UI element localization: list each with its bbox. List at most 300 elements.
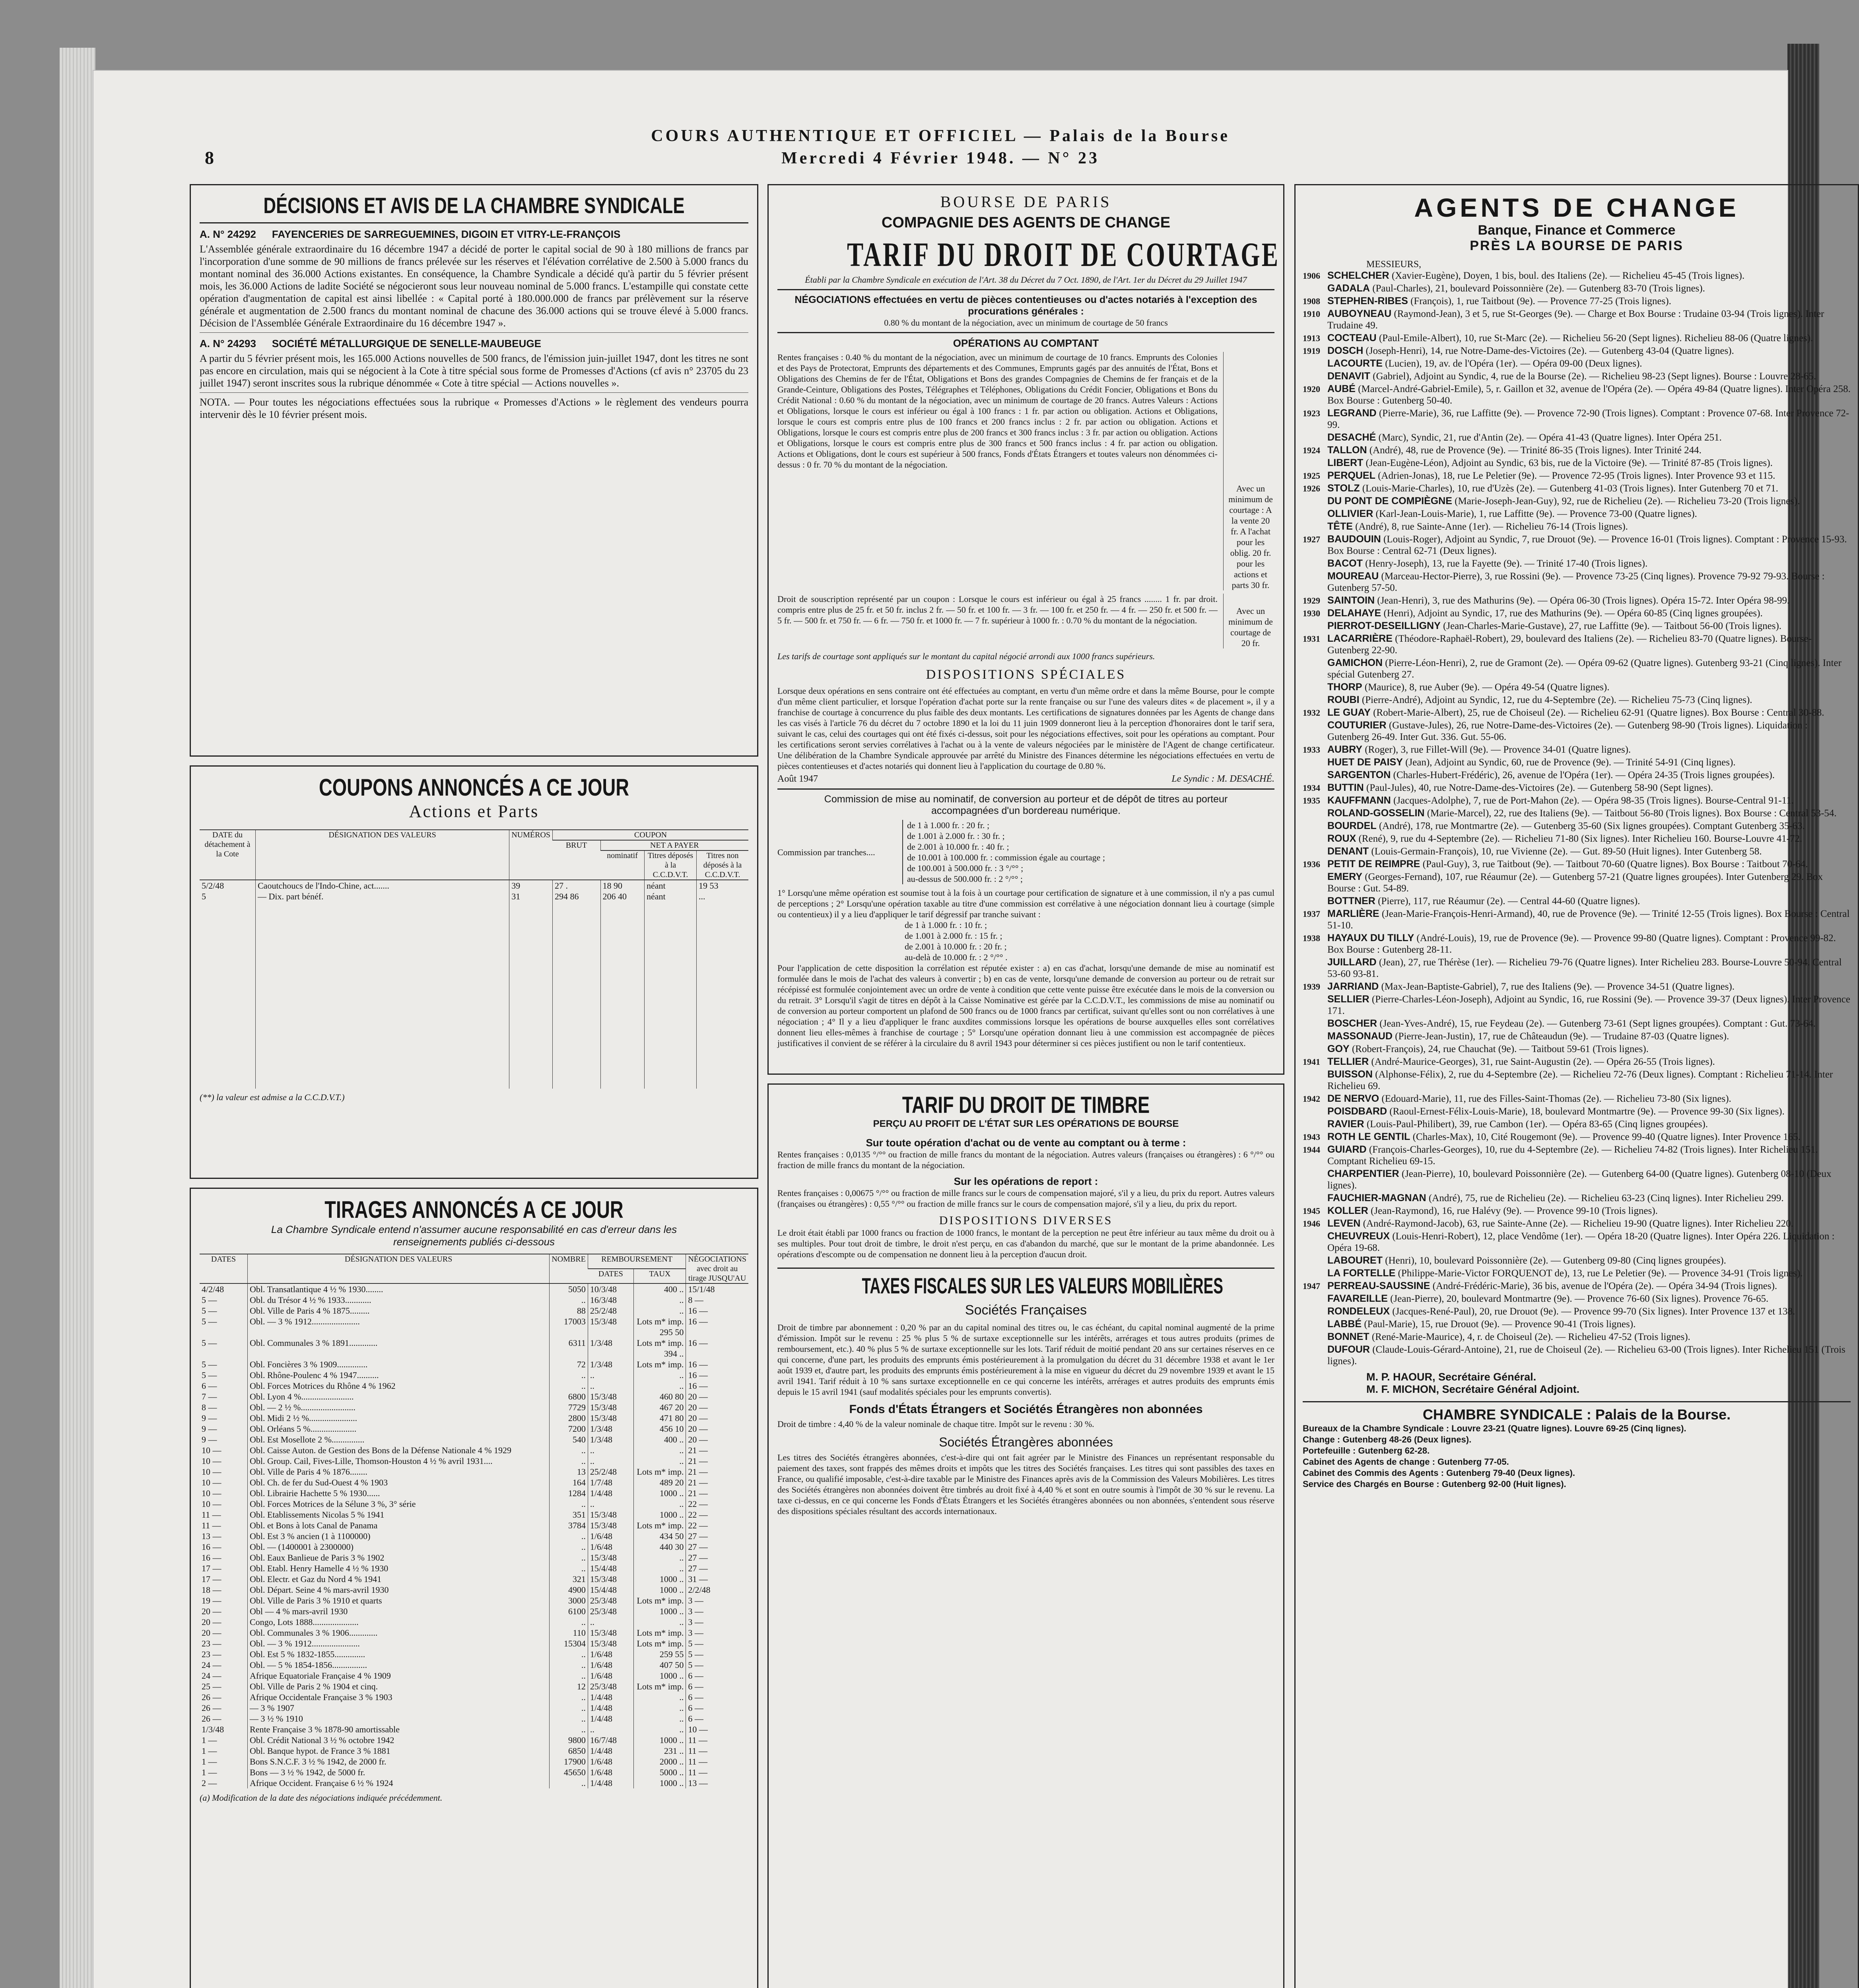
cell: Obl. Ch. de fer du Sud-Ouest 4 % 1903: [248, 1477, 550, 1488]
dispositions-signature: Le Syndic : M. DESACHÉ.: [1171, 774, 1274, 784]
table-row: [200, 1456, 748, 1466]
cell: ..: [588, 1370, 634, 1380]
agent-entry: [1303, 871, 1851, 894]
agent-address: (Jean-Raymond), 16, rue Halévy (9e). — Provence 99-10 (Trois lignes).: [1368, 1206, 1658, 1216]
cell: ..: [550, 1541, 588, 1552]
agent-details: [1327, 608, 1851, 619]
agent-name: CHARPENTIER: [1327, 1168, 1399, 1179]
coupon-rights-text: Droit de souscription représenté par un coupon : Lorsque le cours est inférieur ou égal à 25 francs ........ 1 fr. par droit. compris entre plus de 25 fr. et 50 fr. inclus 2 fr. — 50 fr. et 100 fr. — 3 fr. — 100 fr. et 250 fr. — 4 fr. — 250 fr. et 500 fr. — 5 fr. — 500 fr. et 750 fr. — 6 fr. — 750 fr. et 1000 fr. — 7 fr. supérieur à 1000 fr. : 0.70 % du montant de la négociation.: [777, 594, 1218, 625]
contentieuses-rate: 0.80 % du montant de la négociation, avec un minimum de courtage de 50 francs: [884, 318, 1168, 328]
agent-details: [1327, 633, 1851, 656]
cell: 3000: [550, 1595, 588, 1606]
ops-title: OPÉRATIONS AU COMPTANT: [953, 337, 1099, 349]
agent-year: [1303, 1268, 1327, 1279]
agent-details: [1327, 757, 1851, 768]
agent-name: BACOT: [1327, 558, 1363, 569]
cell: 8 —: [202, 1402, 217, 1412]
agent-details: [1327, 483, 1851, 494]
col-coupon: COUPON: [553, 830, 749, 840]
cell: Obl. — (1400001 à 2300000): [248, 1541, 550, 1552]
tirages-box: [190, 1188, 758, 1988]
cell: 20 —: [686, 1391, 748, 1402]
agent-entry: [1303, 558, 1851, 569]
agent-entry: [1303, 521, 1851, 532]
agent-name: SARGENTON: [1327, 769, 1391, 780]
col-deposes: Titres déposés à la C.C.D.V.T.: [645, 850, 697, 880]
masthead-date: Mercredi 4 Février 1948. — N° 23: [781, 149, 1100, 167]
chambre-line: Portefeuille : Gutenberg 62-28.: [1303, 1446, 1430, 1456]
cell: 15/3/48: [588, 1520, 634, 1531]
agent-entry: [1303, 432, 1851, 443]
cell: Afrique Equatoriale Française 4 % 1909: [248, 1670, 550, 1681]
agent-name: PERQUEL: [1327, 470, 1375, 481]
cell: 6 —: [686, 1692, 748, 1703]
agent-address: (Marceau-Hector-Pierre), 3, rue Rossini (9e). — Provence 73-25 (Cinq lignes). Provence 79-92 79-93. Bourse : Gutenberg 57-50.: [1327, 571, 1825, 593]
cell: 9 —: [202, 1424, 217, 1434]
cell: ..: [550, 1370, 588, 1380]
cell: 6800: [550, 1391, 588, 1402]
agent-name: MASSONAUD: [1327, 1031, 1393, 1042]
agent-entry: [1303, 571, 1851, 594]
tranche-line: au-dessus de 500.000 fr. : 2 °/°° ;: [907, 874, 1023, 884]
agent-address: (Robert-François), 24, rue Chauchat (9e). — Taitbout 59-61 (Trois lignes).: [1349, 1044, 1649, 1054]
taxes-ab-title: Sociétés Étrangères abonnées: [939, 1435, 1113, 1449]
cell: 11 —: [202, 1510, 221, 1520]
agent-details: [1327, 858, 1851, 870]
cell: néant: [645, 891, 697, 902]
agent-entry: [1303, 633, 1851, 656]
cell: 1 —: [202, 1767, 217, 1777]
agent-year: [1303, 495, 1327, 507]
cell: 456 10: [634, 1423, 686, 1434]
agent-name: ROLAND-GOSSELIN: [1327, 808, 1425, 819]
tranche-line: de 2.001 à 10.000 fr. : 40 fr. ;: [907, 842, 1009, 852]
coupon-rights-side: Avec un minimum de courtage de 20 fr.: [1223, 594, 1274, 648]
cell: 16 —: [686, 1316, 748, 1338]
agent-address: (Claude-Louis-Gérard-Antoine), 21, rue de Choiseul (2e). — Richelieu 63-00 (Trois lignes). Inter Richelieu 151 (Trois lignes).: [1327, 1344, 1845, 1367]
coupons-subtitle: Actions et Parts: [409, 802, 539, 821]
table-row: [200, 1670, 748, 1681]
tranche-line: de 1.001 à 2.000 fr. : 15 fr. ;: [905, 931, 1002, 941]
cell: 21 —: [686, 1477, 748, 1488]
cell: 24 —: [202, 1660, 221, 1670]
cell: 2000 ..: [634, 1756, 686, 1767]
agent-name: DU PONT DE COMPIÈGNE: [1327, 495, 1452, 507]
cell: 23 —: [202, 1649, 221, 1659]
taxes-etr-title: Fonds d'États Étrangers et Sociétés Étrangères non abonnées: [849, 1403, 1203, 1416]
agent-entry: [1303, 908, 1851, 931]
agent-entry: [1303, 457, 1851, 469]
cell: 15/3/48: [588, 1552, 634, 1563]
cell: ..: [588, 1724, 634, 1735]
agent-year: [1303, 1192, 1327, 1204]
cell: Obl. Forces Motrices du Rhône 4 % 1962: [248, 1380, 550, 1391]
agent-entry: [1303, 895, 1851, 907]
cell: 10 —: [202, 1445, 221, 1455]
agent-year: 1929: [1303, 596, 1320, 606]
agent-name: THORP: [1327, 681, 1362, 693]
cell: 22 —: [686, 1520, 748, 1531]
agent-address: (Roger), 3, rue Fillet-Will (9e). — Provence 34-01 (Quatre lignes).: [1362, 744, 1631, 755]
chambre-line: Cabinet des Agents de change : Gutenberg 77-05.: [1303, 1457, 1509, 1467]
cell: 10 —: [202, 1456, 221, 1466]
agent-year: 1936: [1303, 859, 1320, 869]
cell: 12: [550, 1681, 588, 1692]
left-column: [190, 184, 758, 1988]
chambre-line: Change : Gutenberg 48-26 (Deux lignes).: [1303, 1435, 1472, 1444]
agent-address: (Raoul-Ernest-Félix-Louis-Marie), 18, boulevard Montmartre (9e). — Provence 99-30 (Six lignes).: [1387, 1106, 1785, 1117]
cell: Obl. Caisse Auton. de Gestion des Bons de la Défense Nationale 4 % 1929: [248, 1445, 550, 1456]
cell: 15304: [550, 1638, 588, 1649]
table-row: [200, 1617, 748, 1627]
agent-name: AUBRY: [1327, 744, 1362, 755]
agent-year: [1303, 432, 1327, 443]
cell: Obl. — 3 % 1912......................: [248, 1316, 550, 1338]
fiscal-box: [767, 1083, 1284, 1988]
dispositions-date: Août 1947: [777, 774, 818, 784]
agent-name: CHEUVREUX: [1327, 1231, 1390, 1242]
agent-details: [1327, 720, 1851, 743]
agent-details: [1327, 1344, 1851, 1367]
agent-year: [1303, 371, 1327, 382]
timbre-s3: DISPOSITIONS DIVERSES: [939, 1214, 1113, 1227]
coupons-table: [200, 829, 748, 1089]
cell: 321: [550, 1574, 588, 1584]
agent-year: [1303, 957, 1327, 980]
agent-entry: [1303, 1231, 1851, 1254]
agent-year: 1941: [1303, 1057, 1320, 1067]
decision-1-head: [200, 228, 748, 241]
cell: 1000 ..: [634, 1574, 686, 1584]
agent-year: [1303, 1255, 1327, 1266]
agent-name: SAINTOIN: [1327, 595, 1375, 606]
agent-details: [1327, 595, 1851, 606]
cell: 17 —: [202, 1563, 221, 1573]
agent-entry: [1303, 1205, 1851, 1217]
agent-details: [1327, 1106, 1851, 1117]
cell: 6 —: [686, 1681, 748, 1692]
cell: 21 —: [686, 1445, 748, 1456]
cell: 1/4/48: [588, 1778, 634, 1788]
cell: ..: [550, 1499, 588, 1509]
cell: 8 —: [686, 1295, 748, 1305]
cell: 231 ..: [634, 1745, 686, 1756]
agent-details: [1327, 1331, 1851, 1343]
cell: Caoutchoucs de l'Indo-Chine, act.......: [256, 880, 509, 891]
agent-name: DENAVIT: [1327, 371, 1370, 382]
agent-address: (Théodore-Raphaël-Robert), 29, boulevard des Italiens (2e). — Richelieu 83-70 (Quatre lignes). Bourse-Gutenberg 22-90.: [1327, 633, 1812, 656]
col-designation: DÉSIGNATION DES VALEURS: [248, 1254, 550, 1283]
agent-entry: [1303, 757, 1851, 768]
cell: ..: [634, 1713, 686, 1724]
agent-details: [1327, 1168, 1851, 1191]
cell: 9 —: [202, 1413, 217, 1423]
cell: 164: [550, 1477, 588, 1488]
timbre-s1: Sur toute opération d'achat ou de vente au comptant ou à terme :: [866, 1137, 1186, 1149]
cell: ..: [634, 1370, 686, 1380]
cell: Obl. Etablissements Nicolas 5 % 1941: [248, 1509, 550, 1520]
agent-address: (François-Charles-Georges), 10, rue du 4-Septembre (2e). — Richelieu 74-82 (Trois lignes). Inter Richelieu 151. Comptant Richelieu 69-15.: [1327, 1144, 1818, 1167]
agent-entry: [1303, 1318, 1851, 1330]
agent-entry: [1303, 782, 1851, 794]
cell: 21 —: [686, 1488, 748, 1499]
cell: Obl. Transatlantique 4 ½ % 1930........: [248, 1283, 550, 1295]
agents-officer-1: M. P. HAOUR, Secrétaire Général.: [1366, 1371, 1537, 1383]
agent-address: (Jean-Eugène-Léon), Adjoint au Syndic, 63 bis, rue de la Victoire (9e). — Trinité 87-85 (Trois lignes).: [1363, 458, 1773, 468]
agent-details: [1327, 895, 1851, 907]
cell: ..: [634, 1499, 686, 1509]
cell: 1/4/48: [588, 1745, 634, 1756]
table-row: [200, 1724, 748, 1735]
table-row: [200, 1713, 748, 1724]
agent-year: 1926: [1303, 483, 1320, 493]
col-rb-dates: DATES: [588, 1269, 634, 1283]
agent-address: (Gustave-Jules), 26, rue Notre-Dame-des-Victoires (2e). — Gutenberg 98-90 (Trois lignes). Liquidation : Gutenberg 26-49. Inter Gut. 336. Gut. 55-06.: [1327, 720, 1808, 742]
agent-details: [1327, 383, 1851, 406]
agent-entry: [1303, 383, 1851, 406]
agent-details: [1327, 908, 1851, 931]
agent-address: (Charles-Hubert-Frédéric), 26, avenue de l'Opéra (1er). — Opéra 24-35 (Trois lignes groupées).: [1391, 770, 1775, 780]
table-row: [200, 1402, 748, 1413]
agent-details: [1327, 957, 1851, 980]
cell: ..: [634, 1305, 686, 1316]
agent-entry: [1303, 1280, 1851, 1292]
cell: 110: [550, 1627, 588, 1638]
agent-entry: [1303, 1131, 1851, 1143]
agent-entry: [1303, 657, 1851, 680]
agent-name: STEPHEN-RIBES: [1327, 295, 1408, 307]
cell: 3 —: [686, 1595, 748, 1606]
agent-name: AUBOYNEAU: [1327, 308, 1392, 319]
cell: 17 —: [202, 1574, 221, 1584]
cell: ..: [550, 1617, 588, 1627]
cell: 7 —: [202, 1392, 217, 1402]
agent-entry: [1303, 994, 1851, 1017]
cell: ..: [588, 1499, 634, 1509]
cell: 1000 ..: [634, 1488, 686, 1499]
agent-name: RONDELEUX: [1327, 1306, 1390, 1317]
agent-details: [1327, 1031, 1851, 1042]
cell: 11 —: [202, 1520, 221, 1530]
agent-details: [1327, 1318, 1851, 1330]
agent-name: LA FORTELLE: [1327, 1268, 1396, 1279]
cell: 16 —: [202, 1542, 221, 1552]
cell: 400 ..: [634, 1283, 686, 1295]
agent-year: 1935: [1303, 796, 1320, 806]
cell: 22 —: [686, 1499, 748, 1509]
cell: Obl. Ville de Paris 4 % 1876........: [248, 1466, 550, 1477]
col-date: DATE du détachement à la Cote: [200, 830, 256, 880]
agent-year: 1932: [1303, 708, 1320, 718]
agent-details: [1327, 332, 1851, 344]
agent-year: [1303, 720, 1327, 743]
agent-entry: [1303, 1069, 1851, 1092]
agent-details: [1327, 457, 1851, 469]
agent-details: [1327, 833, 1851, 845]
cell: 1/3/48: [588, 1359, 634, 1370]
cell: 6 —: [686, 1703, 748, 1713]
cell: Bons S.N.C.F. 3 ½ % 1942, de 2000 fr.: [248, 1756, 550, 1767]
cell: 3 —: [686, 1627, 748, 1638]
cell: 18 —: [202, 1585, 221, 1595]
cell: 5 —: [686, 1660, 748, 1670]
dispositions-title: DISPOSITIONS SPÉCIALES: [926, 667, 1126, 682]
commission-text2: Pour l'application de cette disposition la corrélation est réputée exister : a) en cas d'achat, lorsqu'une demande de mise au nominatif est formulée dans le mois de l'achat des valeurs à convertir ; b) en cas de vente, lorsqu'une demande de conversion au porteur ou de retrait sur récépissé est formulée conjointement avec un ordre de vente à condition que cette vente puisse être exécutée dans le mois de la conversion ou du retrait. 3° Lorsqu'il s'agit de titres en dépôt à la Caisse Nominative est gérée par la C.C.D.V.T., les commissions de mise au nominatif ou de conversion au porteur comportent un plafond de 500 francs ou de 1000 francs par certificat, suivant qu'elles sont ou non corrélatives à une négociation ; 4° Il y a lieu d'appliquer le franc auxdites commissions lorsque les opérations de bourse auxquelles elles sont corrélatives donnent lieu elles-mêmes à franchise de courtage ; 5° Lorsqu'une opération donnant lieu à une commission est accompagnée de pièces justificatives il convient de se référer à la circulaire du 8 avril 1943 pour déterminer si ces pièces justifient ou non le tarif contentieux.: [777, 963, 1274, 1048]
agent-year: [1303, 1344, 1327, 1367]
table-row: [200, 1541, 748, 1552]
cell: Obl. — 2 ½ %.........................: [248, 1402, 550, 1413]
agent-address: (Jean-Yves-André), 15, rue Feydeau (2e). — Gutenberg 73-61 (Sept lignes groupées). Comptant : Gut. 73-64.: [1377, 1018, 1816, 1029]
cell: 9800: [550, 1735, 588, 1745]
cell: 16 —: [686, 1370, 748, 1380]
cell: ..: [550, 1713, 588, 1724]
col-remboursement: REMBOURSEMENT: [588, 1254, 686, 1269]
taxes-etr-text: Droit de timbre : 4,40 % de la valeur nominale de chaque titre. Impôt sur le revenu : 30 %.: [777, 1419, 1094, 1429]
agent-address: (Pierre-Charles-Léon-Joseph), Adjoint au Syndic, 16, rue Rossini (9e). — Provence 39-37 (Deux lignes). Inter Provence 171.: [1327, 994, 1851, 1016]
agent-address: (Paul-Marie), 15, rue Drouot (9e). — Provence 90-41 (Trois lignes).: [1362, 1319, 1636, 1330]
tranche-line: de 100.001 à 500.000 fr. : 3 °/°° ;: [907, 863, 1024, 873]
agent-entry: [1303, 769, 1851, 781]
agent-name: DELAHAYE: [1327, 608, 1381, 619]
agent-year: [1303, 1168, 1327, 1191]
agent-name: OLLIVIER: [1327, 508, 1373, 519]
contentieuses-heading: NÉGOCIATIONS effectuées en vertu de pièces contentieuses ou d'actes notariés à l'exception des procurations générales :: [794, 294, 1257, 317]
agent-details: [1327, 744, 1851, 755]
agent-address: (André), 8, rue Sainte-Anne (1er). — Richelieu 76-14 (Trois lignes).: [1352, 521, 1628, 532]
cell: 3 —: [686, 1617, 748, 1627]
agent-year: 1944: [1303, 1145, 1320, 1155]
cell: 9 —: [202, 1435, 217, 1444]
agent-name: KAUFFMANN: [1327, 795, 1391, 806]
agent-details: [1327, 846, 1851, 857]
masthead-title: COURS AUTHENTIQUE ET OFFICIEL — Palais de la Bourse: [651, 127, 1230, 145]
cell: 259 55: [634, 1649, 686, 1660]
agent-address: (Marcel-André-Gabriel-Emile), 5, r. Gaillon et 32, avenue de l'Opéra (2e). — Opéra 49-84 (Quatre lignes). Inter Opéra 258. Box Bourse : Gutenberg 50-40.: [1327, 384, 1851, 406]
agent-year: [1303, 657, 1327, 680]
cell: 20 —: [686, 1402, 748, 1413]
agent-name: FAVAREILLE: [1327, 1293, 1388, 1304]
cell: 6100: [550, 1606, 588, 1617]
cell: 15/3/48: [588, 1413, 634, 1423]
agent-address: (Maurice), 8, rue Auber (9e). — Opéra 49-54 (Quatre lignes).: [1362, 682, 1610, 693]
cell: 471 80: [634, 1413, 686, 1423]
cell: 1/3/48: [588, 1434, 634, 1445]
col-net: NET A PAYER: [600, 840, 748, 850]
agent-address: (Xavier-Eugène), Doyen, 1 bis, boul. des Italiens (2e). — Richelieu 45-45 (Trois lignes).: [1389, 270, 1745, 281]
agent-year: [1303, 769, 1327, 781]
cell: 16 —: [202, 1553, 221, 1563]
cell: 1/3/48: [588, 1423, 634, 1434]
agent-details: [1327, 1018, 1851, 1029]
agent-address: (Paul-Jules), 40, rue Notre-Dame-des-Victoires (2e). — Gutenberg 58-90 (Sept lignes).: [1364, 782, 1713, 793]
agent-name: LE GUAY: [1327, 707, 1371, 718]
agent-details: [1327, 1231, 1851, 1254]
agent-entry: [1303, 534, 1851, 557]
table-row: [200, 1359, 748, 1370]
agent-year: [1303, 1106, 1327, 1117]
cell: ..: [634, 1563, 686, 1574]
agent-year: [1303, 1018, 1327, 1029]
table-row: [200, 1305, 748, 1316]
agent-details: [1327, 432, 1851, 443]
cell: 1 —: [202, 1746, 217, 1756]
tirages-subtitle: La Chambre Syndicale entend n'assumer aucune responsabilité en cas d'erreur dans les renseignements publiés ci-dessous: [271, 1223, 677, 1248]
cell: 26 —: [202, 1692, 221, 1702]
courtage-box: [767, 184, 1284, 1075]
cell: Lots m* imp.: [634, 1595, 686, 1606]
agent-name: EMERY: [1327, 871, 1362, 882]
cell: Obl. et Bons à lots Canal de Panama: [248, 1520, 550, 1531]
ops-text: Rentes françaises : 0.40 % du montant de la négociation, avec un minimum de courtage de 10 francs. Emprunts des Colonies et des Pays de Protectorat, Emprunts des départements et des Communes, Emprunts gagés par des annuités de l'État, Bons et Obligations des Chemins de fer de l'État, Obligations et Bons des grandes Compagnies de Chemins de fer français et de la Grande-Ceinture, Obligations des Postes, Télégraphes et Téléphones, Obligations du Crédit Foncier, Obligations et Bons du Crédit National : 0.60 % du montant de la négociation, avec un minimum de courtage de 20 francs. Autres Valeurs : Actions et Obligations, lorsque le cours est inférieur ou égal à 100 francs : 1 fr. par action ou obligation. Actions et Obligations, lorsque le cours est compris entre plus de 100 francs et 200 francs inclus : 2 fr. par action ou obligation. Actions et Obligations, lorsque le cours est compris entre plus de 200 francs et 300 francs inclus : 3 fr. par action ou obligation. Actions et Obligations, lorsque le cours est compris entre plus de 300 francs et 500 francs inclus : 4 fr. par action ou obligation. Actions et Obligations, dont le cours est supérieur à 500 francs, Fonds d'États Étrangers et toutes valeurs non dénommées ci-dessus : 0 fr. 70 % du montant de la négociation.: [777, 352, 1218, 470]
cell: 2 —: [202, 1778, 217, 1788]
cell: 25/2/48: [588, 1466, 634, 1477]
agent-year: 1908: [1303, 296, 1320, 306]
cell: Obl. du Trésor 4 ½ % 1933............: [248, 1295, 550, 1305]
agent-entry: [1303, 1192, 1851, 1204]
cell: 20 —: [686, 1413, 748, 1423]
coupons-box: [190, 765, 758, 1179]
agent-name: DESACHÉ: [1327, 432, 1376, 443]
decision-2-company: SOCIÉTÉ MÉTALLURGIQUE DE SENELLE-MAUBEUGE: [272, 338, 541, 349]
agent-year: [1303, 694, 1327, 706]
table-row: [200, 1499, 748, 1509]
cell: Lots m* imp.: [634, 1681, 686, 1692]
agent-entry: [1303, 1144, 1851, 1167]
cell: 294 86: [553, 891, 601, 902]
cell: 15/3/48: [588, 1627, 634, 1638]
table-row: [200, 1745, 748, 1756]
table-row: [200, 1520, 748, 1531]
table-row: [200, 1552, 748, 1563]
table-row: [200, 1563, 748, 1574]
agent-entry: [1303, 1218, 1851, 1229]
tranche-line: de 2.001 à 10.000 fr. : 20 fr. ;: [905, 942, 1007, 951]
cell: Obl. Est 5 % 1832-1855..............: [248, 1649, 550, 1660]
cell: Obl. Orléans 5 %.....................: [248, 1423, 550, 1434]
agent-year: 1945: [1303, 1206, 1320, 1216]
agent-address: (Henri), 10, boulevard Poissonnière (2e). — Gutenberg 09-80 (Cinq lignes groupées).: [1382, 1255, 1726, 1266]
agent-year: [1303, 1306, 1327, 1317]
table-row: [200, 1434, 748, 1445]
agent-entry: [1303, 795, 1851, 806]
cell: 27 —: [686, 1531, 748, 1541]
agent-year: 1920: [1303, 384, 1320, 394]
coupons-title: COUPONS ANNONCÉS A CE JOUR: [319, 774, 629, 801]
agent-year: [1303, 833, 1327, 845]
agent-name: JUILLARD: [1327, 957, 1377, 968]
agent-year: [1303, 808, 1327, 819]
table-row: [200, 1370, 748, 1380]
table-row: [200, 1681, 748, 1692]
agent-name: GAMICHON: [1327, 657, 1383, 668]
cell: 5 —: [202, 1370, 217, 1380]
cell: 1/6/48: [588, 1660, 634, 1670]
agent-entry: [1303, 1031, 1851, 1042]
agent-name: ROUX: [1327, 833, 1356, 844]
agent-name: LABOURET: [1327, 1255, 1383, 1266]
cell: 27 —: [686, 1563, 748, 1574]
cell: 6 —: [202, 1381, 217, 1391]
tirages-note: (a) Modification de la date des négociations indiquée précédemment.: [200, 1793, 443, 1803]
agent-details: [1327, 270, 1851, 282]
agent-address: (Georges-Fernand), 107, rue Réaumur (2e). — Gutenberg 57-21 (Quatre lignes groupées). Inter Gutenberg 29. Box Bourse : Gut. 54-89.: [1327, 872, 1823, 894]
agent-name: LEVEN: [1327, 1218, 1361, 1229]
cell: 11 —: [686, 1767, 748, 1778]
agent-details: [1327, 808, 1851, 819]
agent-details: [1327, 508, 1851, 520]
newspaper-page: [93, 71, 1851, 1988]
cell: ..: [588, 1617, 634, 1627]
